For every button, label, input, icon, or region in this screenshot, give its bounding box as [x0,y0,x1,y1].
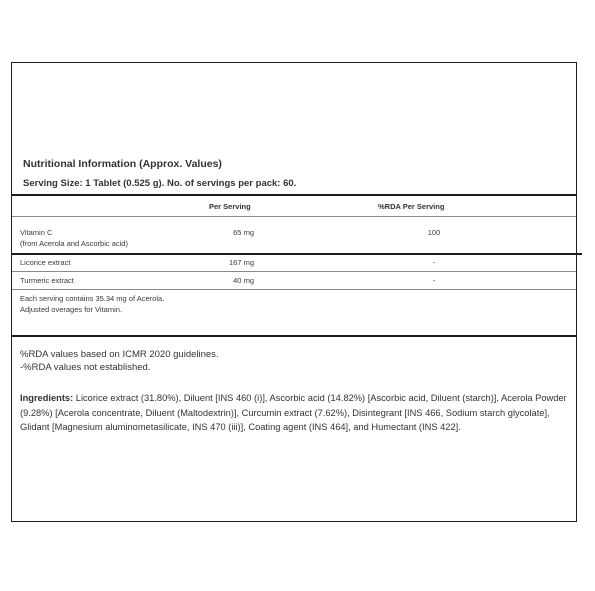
ingredients-label: Ingredients: [20,393,74,403]
column-header-per-serving: Per Serving [209,202,251,211]
footnote-overages: Adjusted overages for Vitamin. [20,305,123,314]
row-divider-1 [12,253,582,255]
row-licorice-rda: - [432,258,436,267]
row-vitamin-c-rda: 100 [427,228,441,237]
footnote-acerola: Each serving contains 35.34 mg of Acerola. [20,294,165,303]
column-header-rda: %RDA Per Serving [378,202,445,211]
table-bottom-rule [12,335,576,337]
header-divider [12,216,576,217]
row-turmeric-amount: 40 mg [233,276,254,285]
row-vitamin-c-amount: 65 mg [233,228,254,237]
rda-note-not-established: -%RDA values not established. [20,362,151,373]
row-licorice-name: Licorice extract [20,258,71,267]
nutrition-title: Nutritional Information (Approx. Values) [23,158,222,170]
row-divider-2 [12,271,576,272]
row-licorice-amount: 167 mg [228,258,254,267]
row-turmeric-name: Turmeric extract [20,276,74,285]
rda-note-guidelines: %RDA values based on ICMR 2020 guidelines. [20,349,219,360]
row-turmeric-rda: - [432,276,436,285]
ingredients-statement [20,391,572,435]
row-vitamin-c-name: Vitamin C [20,228,53,237]
table-top-rule [12,194,576,196]
serving-size: Serving Size: 1 Tablet (0.525 g). No. of servings per pack: 60. [23,178,297,189]
label-panel [11,62,577,522]
row-divider-3 [12,289,576,290]
row-vitamin-c-source: (from Acerola and Ascorbic acid) [20,239,128,248]
ingredients-text: Licorice extract (31.80%), Diluent [INS 460 (i)], Ascorbic acid (14.82%) [Ascorbic acid, Diluent (starch)], Acerola Powder (9.28%) [Acerola concentrate, Diluent (Maltodextrin)], Curcumin extract (7.62%), Disintegrant [INS 466, Sodium starch glycolate], Glidant [Magnesium aluminometasilicate, INS 470 (iii)], Coating agent (INS 464], and Humectant (INS 422]. [20,393,567,432]
